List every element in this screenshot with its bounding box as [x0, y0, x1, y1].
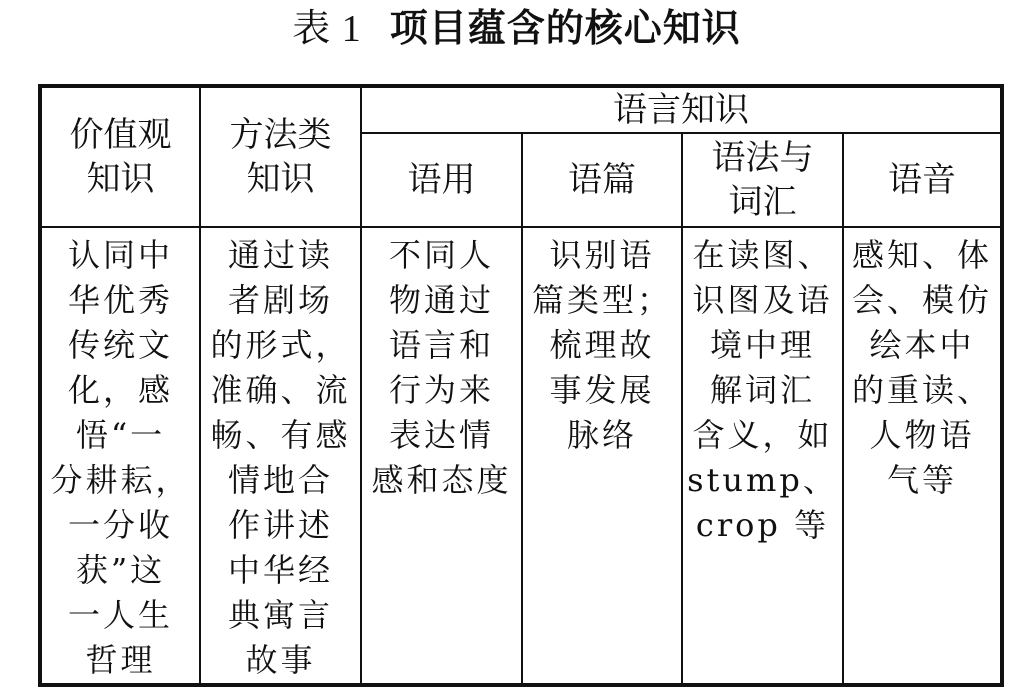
cell-discourse-text: 识别语 篇类型； 梳理故 事发展 脉络: [531, 236, 672, 454]
header-phonetics: 语音: [843, 133, 1002, 227]
cell-phonetics: [843, 227, 1002, 685]
cell-method-knowledge-text: 通过读 者剧场 的形式， 准确、流 畅、有感 情地合 作讲述 中华经 典寓言 故事: [210, 236, 351, 679]
table-row: [40, 227, 1002, 685]
header-language-knowledge: 语言知识: [361, 86, 1002, 133]
cell-method-knowledge: [200, 227, 361, 685]
header-values-knowledge: 价值观 知识: [40, 86, 200, 227]
cell-phonetics-text: 感知、体 会、模仿 绘本中 的重读、 人物语 气等: [851, 236, 992, 499]
table-header-row: [40, 86, 1002, 133]
header-grammar-vocabulary: 语法与 词汇: [682, 133, 843, 227]
header-discourse: 语篇: [522, 133, 682, 227]
cell-grammar-vocabulary: [682, 227, 843, 685]
cell-pragmatics-text: 不同人 物通过 语言和 行为来 表达情 感和态度: [371, 236, 512, 499]
cell-pragmatics: [361, 227, 522, 685]
table-title: 项目蕴含的核心知识: [389, 6, 741, 50]
cell-values-knowledge-text: 认同中 华优秀 传统文 化，感 悟“一 分耕耘， 一分收 获”这 一人生 哲理: [50, 236, 191, 679]
table-number: 表 1: [292, 8, 362, 50]
cell-values-knowledge: [40, 227, 200, 685]
core-knowledge-table: [38, 84, 1004, 687]
cell-discourse: [522, 227, 682, 685]
cell-grammar-vocabulary-text: 在读图、 识图及语 境中理 解词汇 含义，如 stump、 crop 等: [687, 236, 838, 544]
table-caption: [0, 4, 1033, 53]
header-method-knowledge: 方法类 知识: [200, 86, 361, 227]
header-pragmatics: 语用: [361, 133, 522, 227]
